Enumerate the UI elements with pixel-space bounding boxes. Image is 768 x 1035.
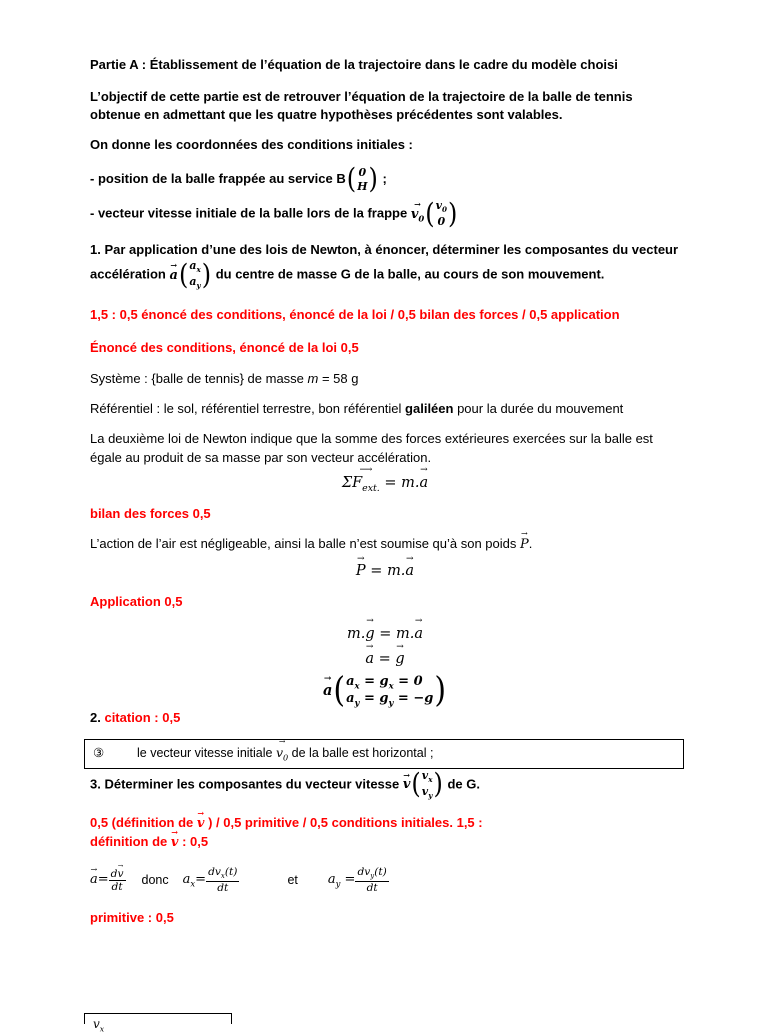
grading-line-3 xyxy=(90,814,680,833)
acceleration-column-vector xyxy=(179,259,211,291)
position-h: H xyxy=(357,179,368,193)
v0-vector-symbol xyxy=(411,206,424,225)
velocity-components-vector xyxy=(411,769,442,801)
dvx-dt-fraction: $\frac{dv_x(t)}{dt}$ xyxy=(208,865,238,895)
system-line xyxy=(90,370,680,388)
grading-3-text: 0,5 (définition de xyxy=(90,814,197,830)
vx-partial-symbol: $v_x$ xyxy=(93,1017,105,1034)
position-suffix: ; xyxy=(378,170,387,186)
equation-weight xyxy=(90,561,680,581)
ay-component: $a_y$ xyxy=(189,275,201,291)
a-vector: a → xyxy=(90,871,98,889)
acceleration-vector-symbol: a → xyxy=(170,267,178,285)
question-1-text-after: du centre de masse G de la balle, au cours de son mouvement. xyxy=(212,266,605,282)
question-3 xyxy=(90,769,680,801)
question-2-label: citation : 0,5 xyxy=(104,709,181,725)
f-ext-vector: $F_{ext.}$ ⟶ xyxy=(352,473,380,495)
bilan-heading: bilan des forces 0,5 xyxy=(90,505,211,521)
a-vector: a → xyxy=(420,473,429,493)
v0-base: v xyxy=(410,206,419,222)
velocity-vx0: $v_0$ xyxy=(435,199,447,215)
conjunction-et: et xyxy=(287,872,298,887)
question-1 xyxy=(90,241,680,291)
close-paren: ) xyxy=(368,162,378,196)
equals-sign: = xyxy=(374,625,396,642)
ax-symbol: $a_x=$ xyxy=(182,871,207,889)
question-1-text-before: 1. Par application d’une des lois de Newton, à énoncer, déterminer les composantes du vecteur accélération xyxy=(90,242,679,282)
question-3-text-after: de G. xyxy=(443,776,480,792)
p-vector: P → xyxy=(356,561,366,581)
grading-3-text-after: ) / 0,5 primitive / 0,5 conditions initiales. 1,5 : xyxy=(204,814,483,830)
g-vector: g → xyxy=(365,624,374,644)
close-paren: ) xyxy=(433,768,443,801)
definition-text-after: : 0,5 xyxy=(178,834,209,850)
v-vector-symbol: v → xyxy=(171,834,179,852)
mass-value: = 58 g xyxy=(318,370,359,386)
question-2 xyxy=(90,709,680,727)
question-3-text: 3. Déterminer les composantes du vecteur vitesse xyxy=(90,776,403,792)
citation-text: le vecteur vitesse initiale $v_0$ → de la balle est horizontal ; xyxy=(137,744,433,764)
vx-component: $v_x$ xyxy=(421,768,433,784)
mass-factor: m. xyxy=(401,474,420,491)
g-vector: g → xyxy=(395,649,404,669)
equation-components xyxy=(90,670,680,711)
air-text: L’action de l’air est négligeable, ainsi la balle n’est soumise qu’à son poids xyxy=(90,535,520,551)
newton-law-paragraph: La deuxième loi de Newton indique que la somme des forces extérieures exercées sur la balle est égale au produit de sa masse par son vecteur accélération. xyxy=(90,431,653,465)
equation-a-equals-g xyxy=(90,649,680,669)
equals-sign: = xyxy=(373,650,396,667)
mass-factor: m. xyxy=(346,625,366,642)
velocity-column-vector xyxy=(425,199,457,229)
question-2-number: 2. xyxy=(90,709,105,725)
position-x0: 0 xyxy=(358,165,367,179)
open-paren: ( xyxy=(411,768,421,801)
galilean-emphasis: galiléen xyxy=(405,401,454,417)
position-column-vector xyxy=(346,162,378,196)
circled-3-marker: ③ xyxy=(93,745,105,760)
a-vector: a → xyxy=(323,681,332,701)
v0-sub: 0 xyxy=(418,213,425,224)
ay-equals-gy-row: $a_y = g_y = -g$ xyxy=(346,691,434,708)
conjunction-donc: donc xyxy=(141,872,169,887)
open-paren: ( xyxy=(178,258,189,292)
components-column-vector xyxy=(333,670,447,711)
a-vector: a → xyxy=(365,649,374,669)
dv-dt-fraction: $\frac{dv \to}{dt}$ xyxy=(109,868,126,894)
v-vector-symbol: v → xyxy=(197,815,205,833)
grading-line-2: Énoncé des conditions, énoncé de la loi 0,5 xyxy=(90,339,359,355)
air-negligible-line xyxy=(90,535,680,554)
ax-component: $a_x$ xyxy=(189,259,201,275)
equals-sign: = xyxy=(97,872,109,888)
mass-factor-2: m. xyxy=(396,625,415,642)
position-text: - position de la balle frappée au service B xyxy=(90,170,346,186)
close-paren: ) xyxy=(434,670,447,711)
equals-sign: = xyxy=(365,563,388,580)
derivative-equation-line xyxy=(90,866,680,894)
air-text-end: . xyxy=(528,535,533,551)
mass-symbol: m xyxy=(307,370,319,386)
open-paren: ( xyxy=(425,197,435,230)
close-paren: ) xyxy=(448,197,458,230)
sigma-symbol: Σ xyxy=(341,474,353,491)
grading-line-1: 1,5 : 0,5 énoncé des conditions, énoncé de la loi / 0,5 bilan des forces / 0,5 application xyxy=(90,306,620,322)
ay-symbol: $a_y$ = xyxy=(327,871,356,889)
objective-paragraph: L’objectif de cette partie est de retrouver l’équation de la trajectoire de la balle de tennis obtenue en admettant que les quatre hypothèses précédentes sont valables. xyxy=(90,89,633,123)
velocity-line xyxy=(90,199,680,229)
close-paren: ) xyxy=(201,258,212,292)
clipped-equation-box xyxy=(84,1013,232,1034)
v0-vector-symbol: $v_0$ → xyxy=(276,744,288,764)
open-paren: ( xyxy=(333,670,346,711)
referential-text-after: pour la durée du mouvement xyxy=(453,401,624,417)
referential-text: Référentiel : le sol, référentiel terrestre, bon référentiel xyxy=(90,401,406,417)
system-text: Système : {balle de tennis} de masse xyxy=(90,370,308,386)
citation-box xyxy=(84,739,684,769)
vy-component: $v_y$ xyxy=(421,784,433,800)
partie-a-title: Partie A : Établissement de l’équation de la trajectoire dans le cadre du modèle choisi xyxy=(90,57,618,72)
definition-text: définition de xyxy=(90,834,171,850)
equation-sum-forces xyxy=(90,473,680,495)
a-vector: a → xyxy=(405,561,414,581)
velocity-zero: 0 xyxy=(437,215,446,229)
weight-vector-symbol: P → xyxy=(520,536,529,554)
mass-factor: m. xyxy=(387,563,406,580)
dvy-dt-fraction: $\frac{dv_y(t)}{dt}$ xyxy=(357,865,387,895)
open-paren: ( xyxy=(346,162,357,196)
application-heading: Application 0,5 xyxy=(90,594,183,610)
definition-heading xyxy=(90,833,680,852)
equation-mg xyxy=(90,624,680,644)
position-line xyxy=(90,162,680,196)
referential-line xyxy=(90,400,680,418)
equals-sign: = xyxy=(379,474,402,491)
velocity-text: - vecteur vitesse initiale de la balle lors de la frappe xyxy=(90,205,411,221)
v-vector-symbol: v → xyxy=(403,776,411,794)
a-vector: a → xyxy=(414,624,423,644)
initial-conditions-intro: On donne les coordonnées des conditions initiales : xyxy=(90,136,413,152)
primitive-heading: primitive : 0,5 xyxy=(90,909,174,925)
ax-equals-gx-row: $a_x = g_x = 0$ xyxy=(346,674,423,691)
